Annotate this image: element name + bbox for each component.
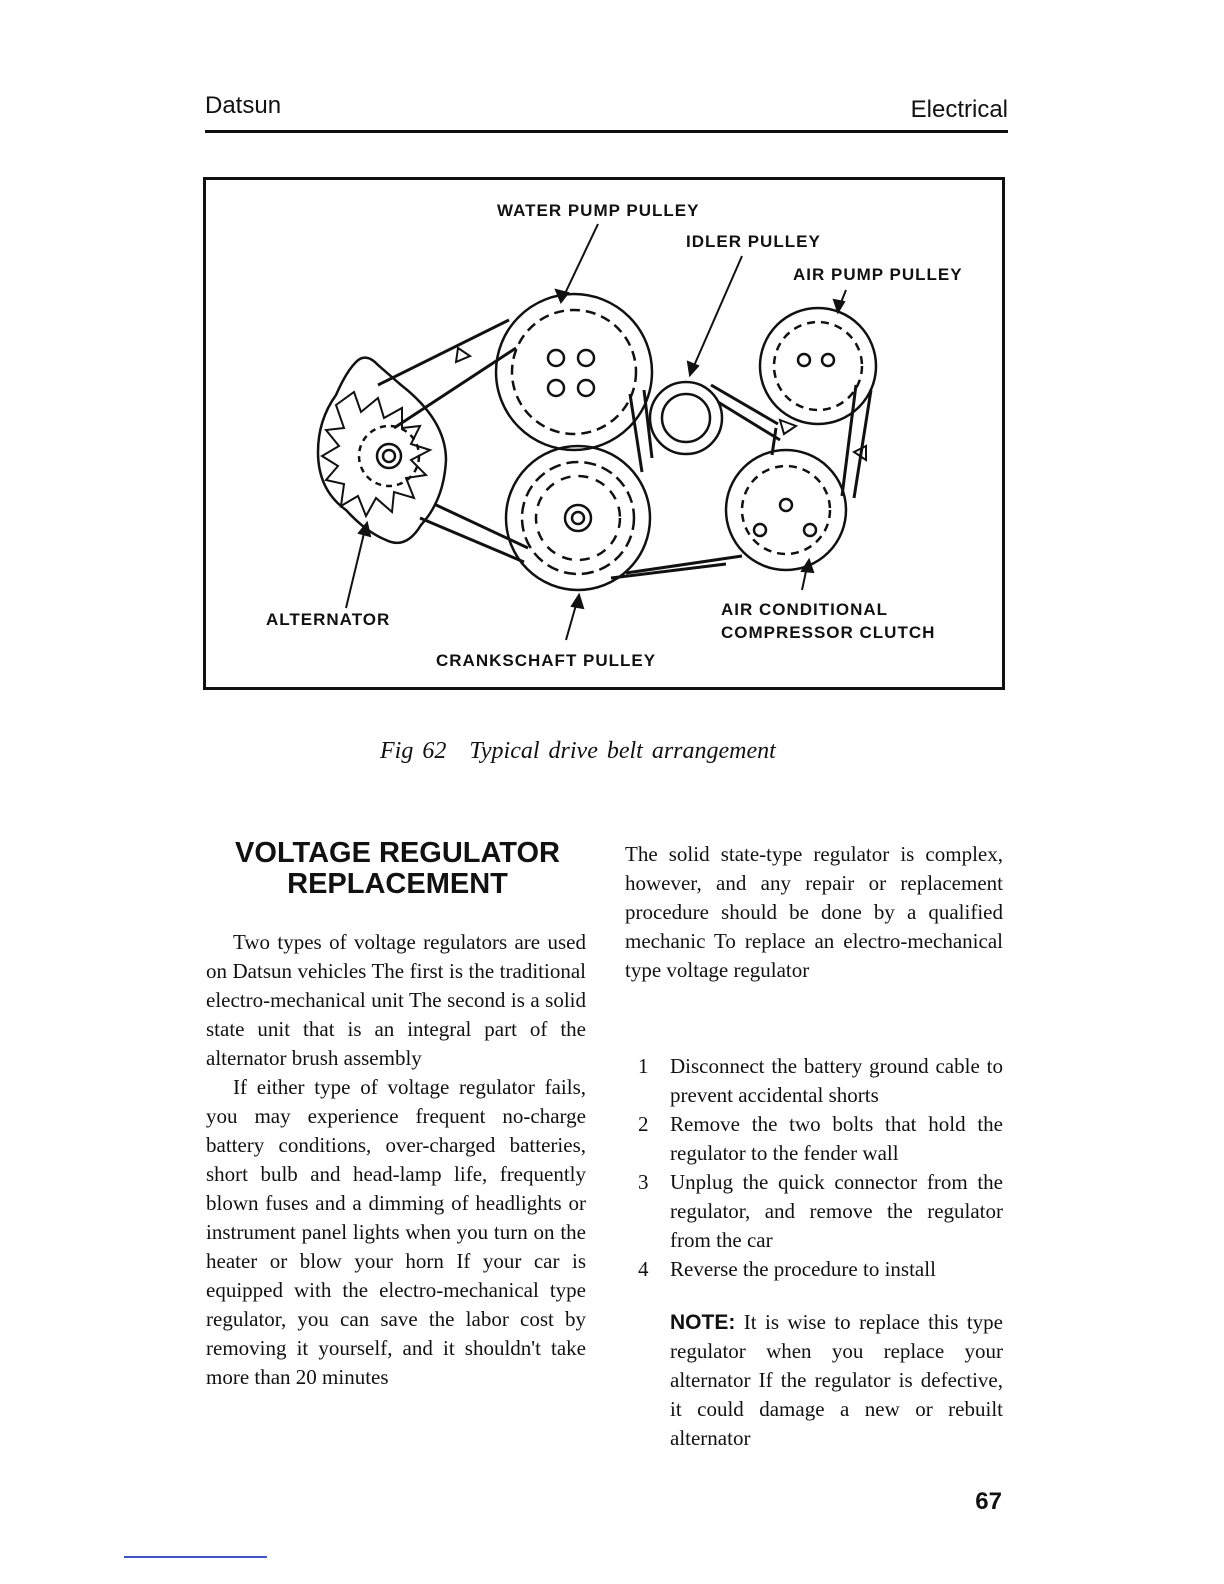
paragraph-intro: The solid state-type regulator is complex, however, and any repair or replacement procedure should be done by a qualified mechanic To replace an electro-mechanical type voltage regulator — [625, 842, 1003, 982]
procedure-steps — [625, 1052, 1003, 1284]
list-item — [625, 1168, 1003, 1255]
alternator-drawing — [318, 358, 446, 543]
list-item — [625, 1255, 1003, 1284]
label-crankshaft-pulley: CRANKSCHAFT PULLEY — [436, 651, 657, 670]
list-item — [625, 1052, 1003, 1110]
water-pump-pulley-drawing — [496, 294, 652, 450]
list-item — [625, 1110, 1003, 1168]
leader-lines — [346, 224, 846, 640]
running-header-left: Datsun — [205, 92, 282, 119]
section-title-line1: VOLTAGE REGULATOR — [235, 837, 560, 869]
label-air-pump-pulley: AIR PUMP PULLEY — [793, 265, 963, 284]
paragraph-1: Two types of voltage regulators are used on Datsun vehicles The first is the traditional electro-mechanical unit The second is a solid state unit that is an integral part of the alternator brush assembly — [206, 930, 586, 1070]
step-text: Disconnect the battery ground cable to prevent accidental shorts — [670, 1054, 1003, 1107]
caption-number: Fig 62 — [380, 738, 447, 764]
paragraph-2: If either type of voltage regulator fails, you may experience frequent no-charge battery conditions, over-charged batteries, short bulb and head-lamp life, frequently blown fuses and a dimming of headlights or instrument panel lights when you turn on the heater or blow your horn If your car is equipped with the electro-mechanical type regulator, you can save the labor cost by removing it yourself, and it shouldn't take more than 20 minutes — [206, 1075, 586, 1389]
header-rule — [205, 130, 1008, 133]
right-column-intro — [625, 840, 1003, 985]
ac-compressor-clutch-drawing — [726, 450, 846, 570]
note-label: NOTE: — [670, 1311, 736, 1334]
section-title-line2: REPLACEMENT — [287, 868, 508, 900]
step-text: Remove the two bolts that hold the regulator to the fender wall — [670, 1112, 1003, 1165]
step-text: Reverse the procedure to install — [670, 1257, 936, 1281]
label-ac-compressor-line2: COMPRESSOR CLUTCH — [721, 623, 936, 642]
step-number: 1 — [638, 1054, 649, 1078]
figure-caption — [380, 738, 776, 765]
label-idler-pulley: IDLER PULLEY — [686, 232, 821, 251]
page-number: 67 — [975, 1488, 1002, 1515]
step-number: 2 — [638, 1112, 649, 1136]
step-number: 4 — [638, 1257, 649, 1281]
label-ac-compressor-line1: AIR CONDITIONAL — [721, 600, 889, 619]
idler-pulley-drawing — [650, 382, 722, 454]
air-pump-pulley-drawing — [760, 308, 876, 424]
footer-rule — [124, 1556, 267, 1558]
label-water-pump-pulley: WATER PUMP PULLEY — [497, 201, 700, 220]
running-header-right: Electrical — [910, 96, 1008, 123]
caption-text: Typical drive belt arrangement — [469, 738, 776, 764]
left-column — [206, 928, 586, 1392]
note-text: It is wise to replace this type regulator when you replace your alternator If the regulator is defective, it could damage a new or rebuilt alternator — [670, 1310, 1003, 1450]
section-title — [205, 838, 590, 900]
note-block — [670, 1308, 1003, 1453]
label-alternator: ALTERNATOR — [266, 610, 391, 629]
crankshaft-pulley-drawing — [506, 446, 650, 590]
step-text: Unplug the quick connector from the regulator, and remove the regulator from the car — [670, 1170, 1003, 1252]
figure-frame — [203, 177, 1005, 690]
step-number: 3 — [638, 1170, 649, 1194]
